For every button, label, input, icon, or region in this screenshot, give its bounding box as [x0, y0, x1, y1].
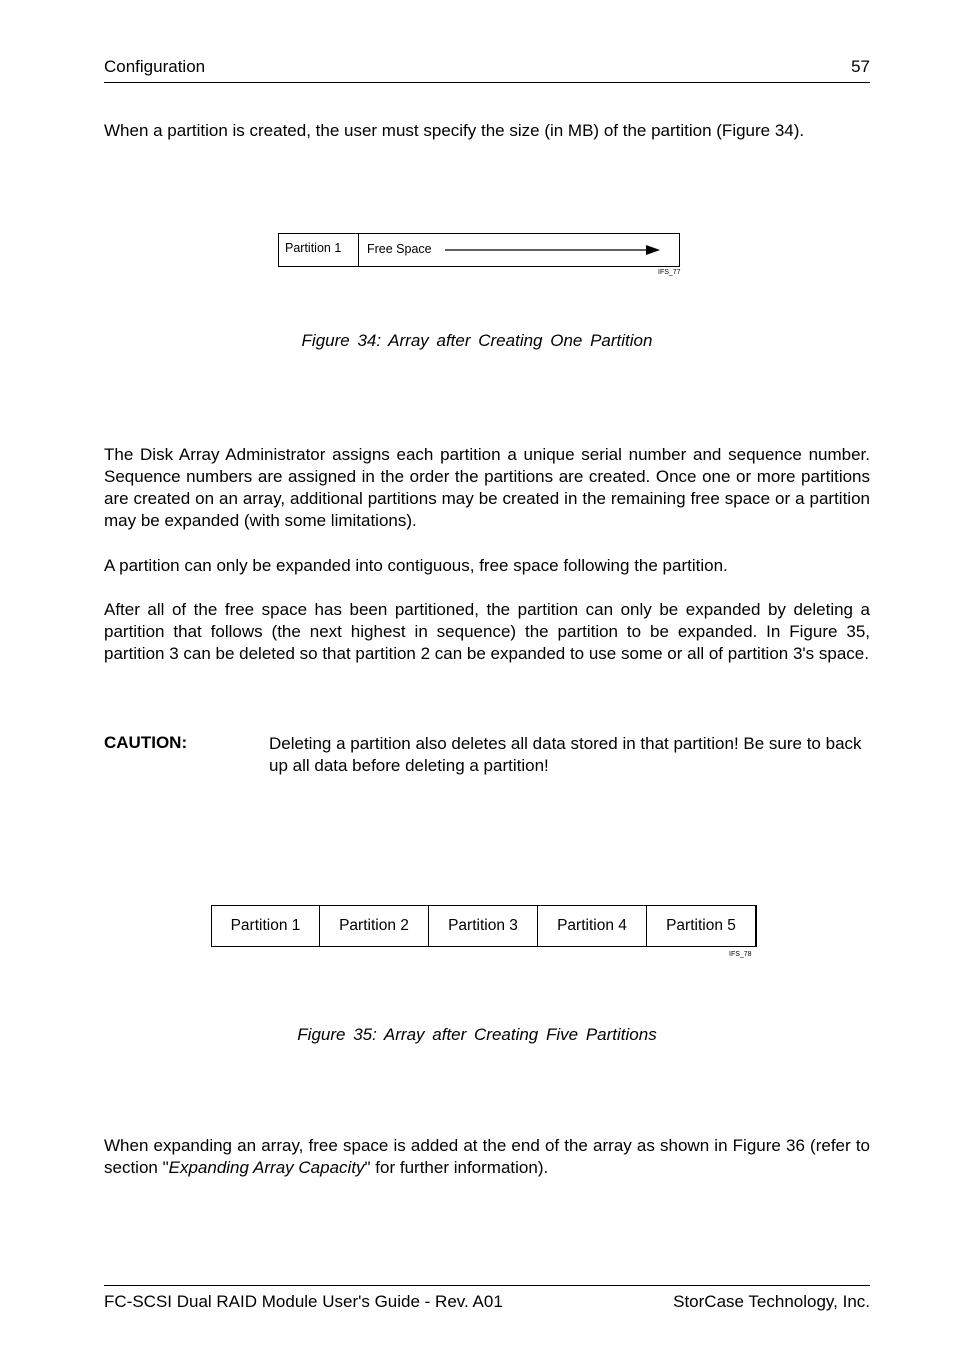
- caution-text: Deleting a partition also deletes all data stored in that partition! Be sure to back up all data before deleting a partition!: [269, 734, 862, 775]
- free-space-label: Free Space: [367, 242, 432, 256]
- paragraph-partition-size: When a partition is created, the user must specify the size (in MB) of the partition (Figure 34).: [104, 121, 805, 140]
- paragraph-expand-by-deleting: After all of the free space has been partitioned, the partition can only be expanded by deleting a partition that follows (the next highest in sequence) the partition to be expanded. In Figure 35, partition 3 can be deleted so that partition 2 can be expanded to use some or all of partition 3's space.: [104, 600, 870, 663]
- partition-cell: Partition 4: [538, 906, 647, 946]
- partition-cell: Partition 5: [666, 917, 736, 934]
- figure-35-diagram: [211, 905, 757, 947]
- partition-cell: Partition 3: [429, 906, 538, 946]
- paragraph-text: " for further information).: [364, 1158, 549, 1177]
- free-space-cell: [359, 234, 679, 266]
- paragraph-serial-numbers: The Disk Array Administrator assigns each partition a unique serial number and sequence number. Sequence numbers are assigned in the order the partitions are created. Once one or more partitions are created on an array, additional partitions may be created in the remaining free space or a partition may be expanded (with some limitations).: [104, 445, 870, 530]
- figure-35-caption: Figure 35: Array after Creating Five Partitions: [297, 1025, 657, 1044]
- figure-35-tag: IFS_78: [729, 951, 752, 958]
- partition-1-cell: Partition 1: [279, 234, 359, 266]
- caution-label: CAUTION:: [104, 733, 188, 752]
- figure-34-caption: Figure 34: Array after Creating One Partition: [301, 331, 653, 350]
- paragraph-expanding-array: [104, 1135, 870, 1179]
- partition-cell: Partition 2: [320, 906, 429, 946]
- footer-document-title: FC-SCSI Dual RAID Module User's Guide - Rev. A01: [104, 1292, 503, 1311]
- paragraph-text: When expanding an array, free space is added at the end of the array as shown in Figure 36 (refer to section ": [104, 1136, 870, 1177]
- figure-34-tag: IFS_77: [658, 269, 681, 276]
- paragraph-contiguous-space: A partition can only be expanded into contiguous, free space following the partition.: [104, 556, 728, 575]
- page-number: 57: [851, 57, 870, 76]
- header-rule: [104, 82, 870, 83]
- footer-rule: [104, 1285, 870, 1286]
- partition-cell: Partition 1: [212, 906, 320, 946]
- header-section-title: Configuration: [104, 57, 206, 76]
- footer-company: StorCase Technology, Inc.: [673, 1292, 870, 1311]
- figure-34-diagram: [278, 233, 680, 267]
- arrow-right-icon: [445, 243, 660, 257]
- section-reference: Expanding Array Capacity: [168, 1158, 365, 1177]
